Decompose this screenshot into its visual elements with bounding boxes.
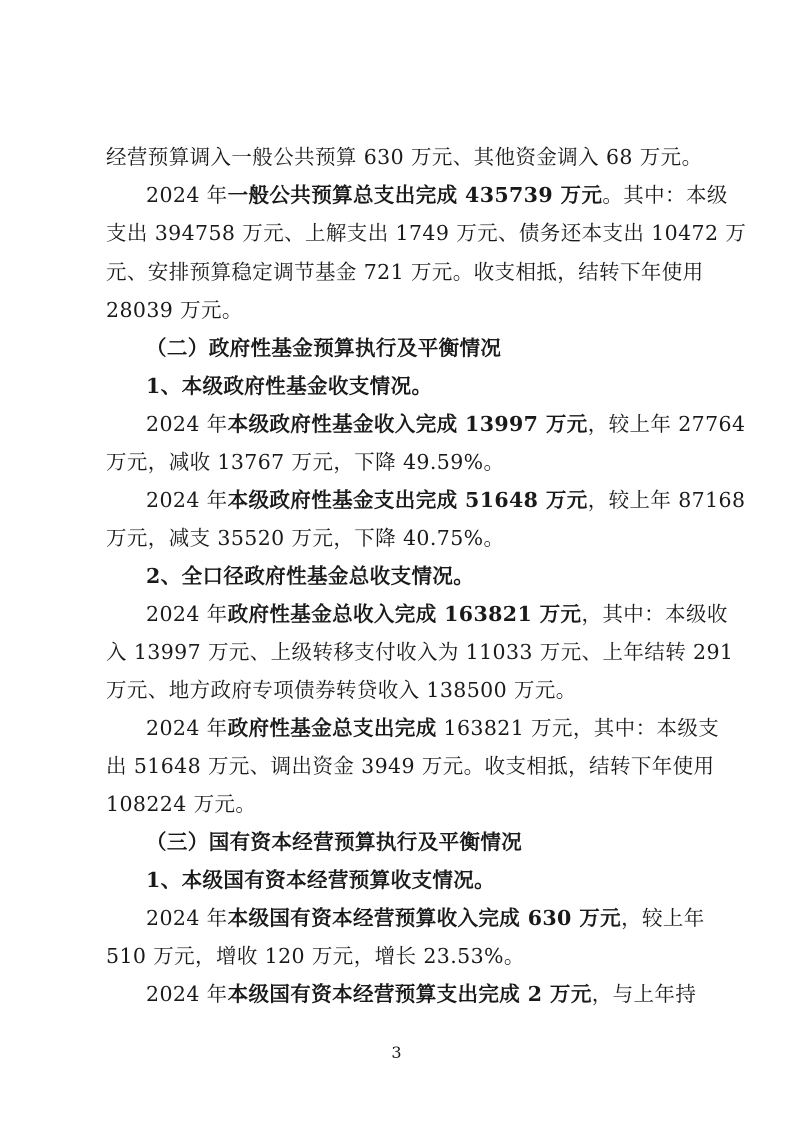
text-run: ，较上年 bbox=[621, 906, 705, 930]
text-run: 入 13997 万元、上级转移支付收入为 11033 万元、上年结转 291 bbox=[106, 640, 734, 664]
paragraph-line bbox=[146, 599, 731, 629]
text-run: 2024 年 bbox=[146, 602, 228, 626]
bold-text-run: （二）政府性基金预算执行及平衡情况 bbox=[146, 336, 502, 360]
text-run: ，较上年 27764 bbox=[587, 412, 746, 436]
text-run: 108224 万元。 bbox=[106, 792, 257, 816]
subsection-heading bbox=[146, 865, 731, 895]
text-run: 2024 年 bbox=[146, 412, 228, 436]
bold-text-run: 2、全口径政府性基金总收支情况。 bbox=[146, 564, 475, 588]
page-number: 3 bbox=[391, 1043, 402, 1062]
paragraph-line bbox=[106, 295, 691, 325]
paragraph-line bbox=[106, 675, 691, 705]
paragraph-line bbox=[106, 257, 704, 287]
paragraph-line bbox=[106, 637, 734, 667]
paragraph-line bbox=[106, 447, 691, 477]
text-run: 163821 万元，其中：本级支 bbox=[436, 716, 720, 740]
section-heading bbox=[146, 827, 731, 857]
text-run: 万元，减收 13767 万元，下降 49.59%。 bbox=[106, 450, 505, 474]
bold-text-run: 政府性基金总支出完成 bbox=[227, 716, 437, 740]
text-run: 2024 年 bbox=[146, 716, 228, 740]
section-heading bbox=[146, 333, 731, 363]
text-run: 万元，减支 35520 万元，下降 40.75%。 bbox=[106, 526, 505, 550]
text-run: ，其中：本级收 bbox=[581, 602, 728, 626]
text-run: 出 51648 万元、调出资金 3949 万元。收支相抵，结转下年使用 bbox=[106, 754, 715, 778]
text-run: ，与上年持 bbox=[591, 982, 697, 1006]
paragraph-line bbox=[146, 180, 731, 210]
paragraph-line bbox=[146, 485, 746, 515]
bold-text-run: 政府性基金总收入完成 163821 万元 bbox=[227, 602, 582, 626]
bold-text-run: 本级政府性基金支出完成 51648 万元 bbox=[227, 488, 588, 512]
text-run: 510 万元，增收 120 万元，增长 23.53%。 bbox=[106, 944, 525, 968]
bold-text-run: （三）国有资本经营预算执行及平衡情况 bbox=[146, 830, 523, 854]
paragraph-line bbox=[106, 941, 691, 971]
paragraph-line bbox=[106, 218, 747, 248]
text-run: 支出 394758 万元、上解支出 1749 万元、债务还本支出 10472 万 bbox=[106, 221, 747, 245]
text-run: 元、安排预算稳定调节基金 721 万元。收支相抵，结转下年使用 bbox=[106, 260, 704, 284]
text-run: 28039 万元。 bbox=[106, 298, 243, 322]
paragraph-line bbox=[106, 142, 703, 172]
paragraph-line bbox=[146, 979, 731, 1009]
text-run: 。其中：本级 bbox=[602, 183, 728, 207]
text-run: 2024 年 bbox=[146, 488, 228, 512]
paragraph-line bbox=[106, 523, 691, 553]
bold-text-run: 一般公共预算总支出完成 435739 万元 bbox=[227, 183, 603, 207]
paragraph-line bbox=[146, 713, 731, 743]
paragraph-line bbox=[106, 789, 691, 819]
bold-text-run: 本级国有资本经营预算收入完成 630 万元 bbox=[227, 906, 622, 930]
text-run: ，较上年 87168 bbox=[587, 488, 746, 512]
text-run: 2024 年 bbox=[146, 982, 228, 1006]
paragraph-line bbox=[146, 903, 731, 933]
subsection-heading bbox=[146, 371, 731, 401]
subsection-heading bbox=[146, 561, 731, 591]
bold-text-run: 本级政府性基金收入完成 13997 万元 bbox=[227, 412, 588, 436]
text-run: 2024 年 bbox=[146, 183, 228, 207]
paragraph-line bbox=[146, 409, 746, 439]
paragraph-line bbox=[106, 751, 715, 781]
bold-text-run: 1、本级国有资本经营预算收支情况。 bbox=[146, 868, 496, 892]
text-run: 经营预算调入一般公共预算 630 万元、其他资金调入 68 万元。 bbox=[106, 145, 703, 169]
bold-text-run: 本级国有资本经营预算支出完成 2 万元 bbox=[227, 982, 592, 1006]
text-run: 2024 年 bbox=[146, 906, 228, 930]
text-run: 万元、地方政府专项债券转贷收入 138500 万元。 bbox=[106, 678, 577, 702]
bold-text-run: 1、本级政府性基金收支情况。 bbox=[146, 374, 433, 398]
